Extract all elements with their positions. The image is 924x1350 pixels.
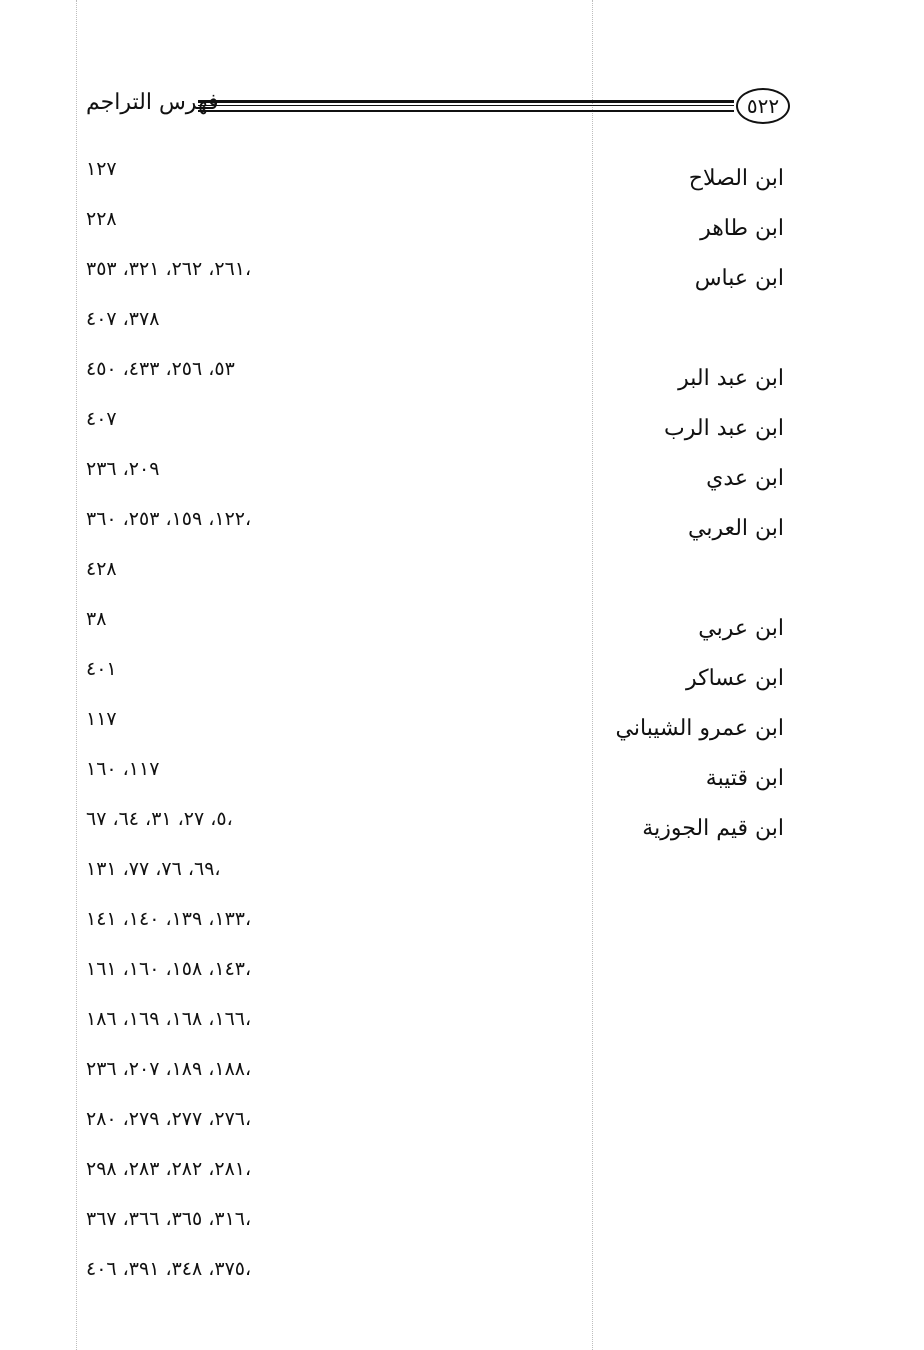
page-ref-line: ٣٨ [86, 608, 107, 630]
index-name: ابن عبد البر [678, 366, 784, 391]
margin-guide-middle [592, 0, 593, 1350]
page-ref-line: ١٦٦، ١٦٨، ١٦٩، ١٨٦، [86, 1008, 252, 1030]
page-ref-line: ٢٨١، ٢٨٢، ٢٨٣، ٢٩٨، [86, 1158, 252, 1180]
page-ref-line: ٥٣، ٢٥٦، ٤٣٣، ٤٥٠ [86, 358, 235, 380]
margin-guide-left [76, 0, 77, 1350]
index-name: ابن عباس [694, 266, 784, 291]
page-ref-line: ٣٧٨، ٤٠٧ [86, 308, 160, 330]
index-name: ابن الصلاح [688, 166, 784, 191]
page-ref-line: ٥، ٢٧، ٣١، ٦٤، ٦٧، [86, 808, 233, 830]
index-name: ابن عساكر [685, 666, 784, 691]
page-ref-line: ٤٠١ [86, 658, 117, 680]
page-ref-line: ٤٠٧ [86, 408, 117, 430]
page-ref-line: ١٢٢، ١٥٩، ٢٥٣، ٣٦٠، [86, 508, 252, 530]
index-name: ابن قتيبة [705, 766, 784, 791]
index-name: ابن عبد الرب [664, 416, 784, 441]
page-ref-line: ٣٧٥، ٣٤٨، ٣٩١، ٤٠٦، [86, 1258, 252, 1280]
page-ref-line: ٣١٦، ٣٦٥، ٣٦٦، ٣٦٧، [86, 1208, 252, 1230]
page-ref-line: ١١٧ [86, 708, 117, 730]
page-ref-line: ٢٧٦، ٢٧٧، ٢٧٩، ٢٨٠، [86, 1108, 252, 1130]
index-name: ابن عمرو الشيباني [615, 716, 784, 741]
index-name: ابن العربي [687, 516, 784, 541]
header-rule [198, 100, 734, 112]
index-name: ابن قيم الجوزية [642, 816, 784, 841]
page-ref-line: ١٨٨، ١٨٩، ٢٠٧، ٢٣٦، [86, 1058, 252, 1080]
page-ref-line: ١١٧، ١٦٠ [86, 758, 160, 780]
page-ref-line: ٢٢٨ [86, 208, 117, 230]
page-ref-line: ٤٢٨ [86, 558, 117, 580]
index-name: ابن عربي [698, 616, 784, 641]
index-name: ابن عدي [706, 466, 784, 491]
page-header [80, 88, 795, 132]
page-ref-line: ١٤٣، ١٥٨، ١٦٠، ١٦١، [86, 958, 252, 980]
page-ref-line: ٢٠٩، ٢٣٦ [86, 458, 160, 480]
page-ref-line: ١٢٧ [86, 158, 117, 180]
page-ref-line: ١٣٣، ١٣٩، ١٤٠، ١٤١، [86, 908, 252, 930]
page-ref-line: ٦٩، ٧٦، ٧٧، ١٣١، [86, 858, 221, 880]
index-name: ابن طاهر [700, 216, 784, 241]
header-title: فهرس التراجم [86, 90, 219, 115]
page-number: ٥٢٢ [736, 88, 790, 124]
page-ref-line: ٢٦١، ٢٦٢، ٣٢١، ٣٥٣، [86, 258, 252, 280]
